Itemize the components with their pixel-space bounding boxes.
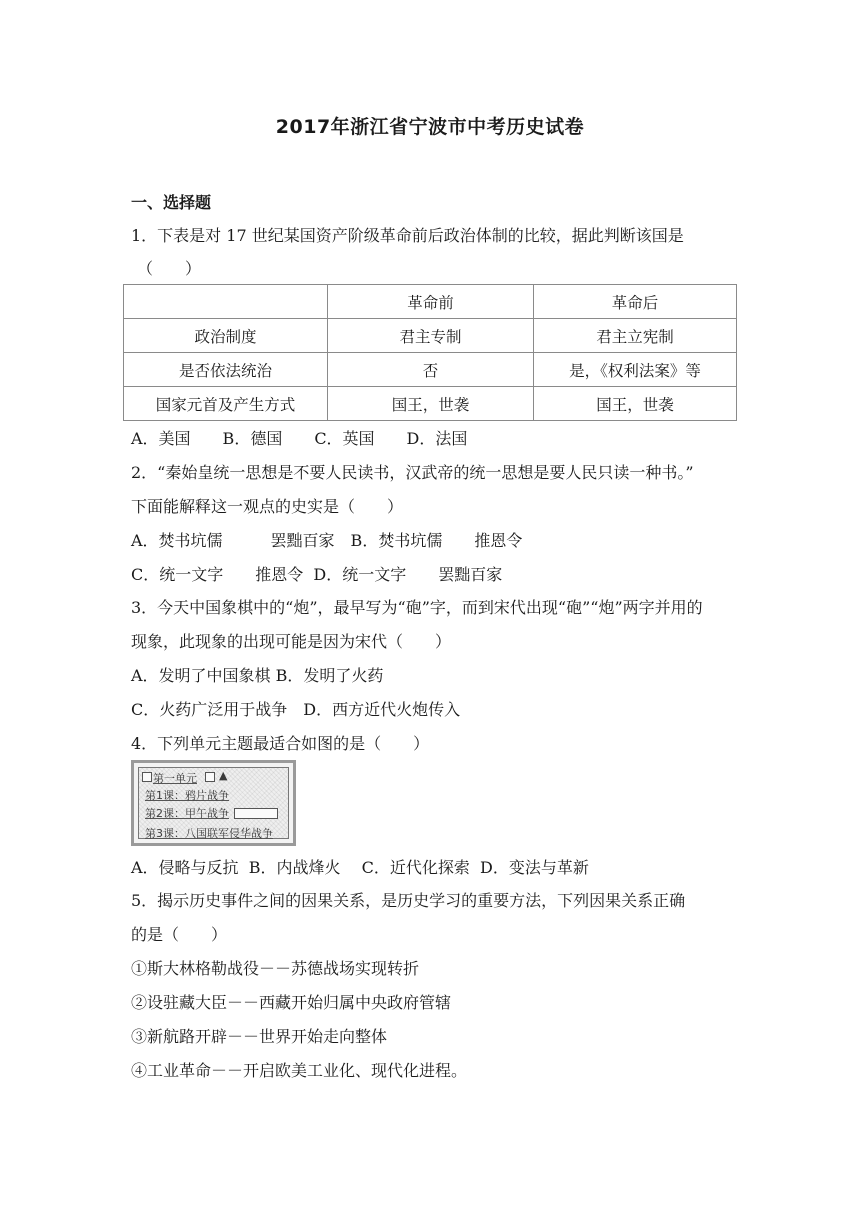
q2-options-line-2: C．统一文字 推恩令 D．统一文字 罢黜百家 bbox=[131, 565, 503, 584]
table-cell: 国王，世袭 bbox=[328, 387, 534, 421]
table-header-row bbox=[124, 285, 737, 319]
q5-stem-line-2: 的是（ ） bbox=[131, 925, 228, 944]
outline-frame bbox=[138, 767, 289, 839]
q3-options-line-1: A．发明了中国象棋 B．发明了火药 bbox=[131, 666, 384, 685]
q4-stem: 4．下列单元主题最适合如图的是（ ） bbox=[131, 734, 430, 753]
outline-row: 第3课：八国联军侵华战争 bbox=[145, 827, 273, 840]
q3-options-line-2: C．火药广泛用于战争 D．西方近代火炮传入 bbox=[131, 700, 461, 719]
table-row bbox=[124, 353, 737, 387]
outline-row: 第一单元 bbox=[153, 772, 197, 785]
outline-row: 第2课：甲午战争 bbox=[145, 807, 229, 820]
table-row bbox=[124, 387, 737, 421]
q5-item: ③新航路开辟－－世界开始走向整体 bbox=[131, 1027, 388, 1046]
comparison-table bbox=[123, 284, 737, 421]
q4-options: A．侵略与反抗 B．内战烽火 C．近代化探索 D．变法与革新 bbox=[131, 858, 589, 877]
table-cell: 国家元首及产生方式 bbox=[124, 387, 328, 421]
q1-stem-line-1: 1．下表是对 17 世纪某国资产阶级革命前后政治体制的比较，据此判断该国是 bbox=[131, 226, 684, 245]
triangle-up-icon: ▲ bbox=[219, 769, 228, 782]
table-cell: 君主专制 bbox=[328, 319, 534, 353]
section-heading: 一、选择题 bbox=[131, 193, 212, 212]
table-cell: 国王，世袭 bbox=[534, 387, 737, 421]
blank-box bbox=[234, 808, 278, 819]
table-row bbox=[124, 319, 737, 353]
table-cell: 君主立宪制 bbox=[534, 319, 737, 353]
q2-stem-line-2: 下面能解释这一观点的史实是（ ） bbox=[131, 497, 404, 516]
q3-stem-line-1: 3．今天中国象棋中的“炮”，最早写为“砲”字，而到宋代出现“砲”“炮”两字并用的 bbox=[131, 598, 703, 617]
table-cell: 否 bbox=[328, 353, 534, 387]
q5-item: ①斯大林格勒战役－－苏德战场实现转折 bbox=[131, 959, 420, 978]
table-header-cell: 革命后 bbox=[534, 285, 737, 319]
table-header-cell: 革命前 bbox=[328, 285, 534, 319]
table-cell: 政治制度 bbox=[124, 319, 328, 353]
q2-options-line-1: A．焚书坑儒 罢黜百家 B．焚书坑儒 推恩令 bbox=[131, 531, 523, 550]
exam-title: 2017年浙江省宁波市中考历史试卷 bbox=[275, 116, 585, 138]
unit-outline-image bbox=[131, 760, 296, 846]
q5-item: ②设驻藏大臣－－西藏开始归属中央政府管辖 bbox=[131, 993, 452, 1012]
checkbox-icon bbox=[205, 772, 215, 782]
q3-stem-line-2: 现象，此现象的出现可能是因为宋代（ ） bbox=[131, 632, 452, 651]
q1-options: A．美国 B．德国 C．英国 D．法国 bbox=[131, 429, 468, 448]
checkbox-icon bbox=[142, 772, 152, 782]
q5-item: ④工业革命－－开启欧美工业化、现代化进程。 bbox=[131, 1061, 468, 1080]
table-cell: 是否依法统治 bbox=[124, 353, 328, 387]
table-cell: 是，《权利法案》等 bbox=[534, 353, 737, 387]
outline-row: 第1课：鸦片战争 bbox=[145, 789, 229, 802]
q2-stem-line-1: 2．“秦始皇统一思想是不要人民读书，汉武帝的统一思想是要人民只读一种书。” bbox=[131, 463, 694, 482]
table-header-cell bbox=[124, 285, 328, 319]
q5-stem-line-1: 5．揭示历史事件之间的因果关系，是历史学习的重要方法，下列因果关系正确 bbox=[131, 891, 686, 910]
q1-stem-line-2: （ ） bbox=[137, 259, 202, 278]
